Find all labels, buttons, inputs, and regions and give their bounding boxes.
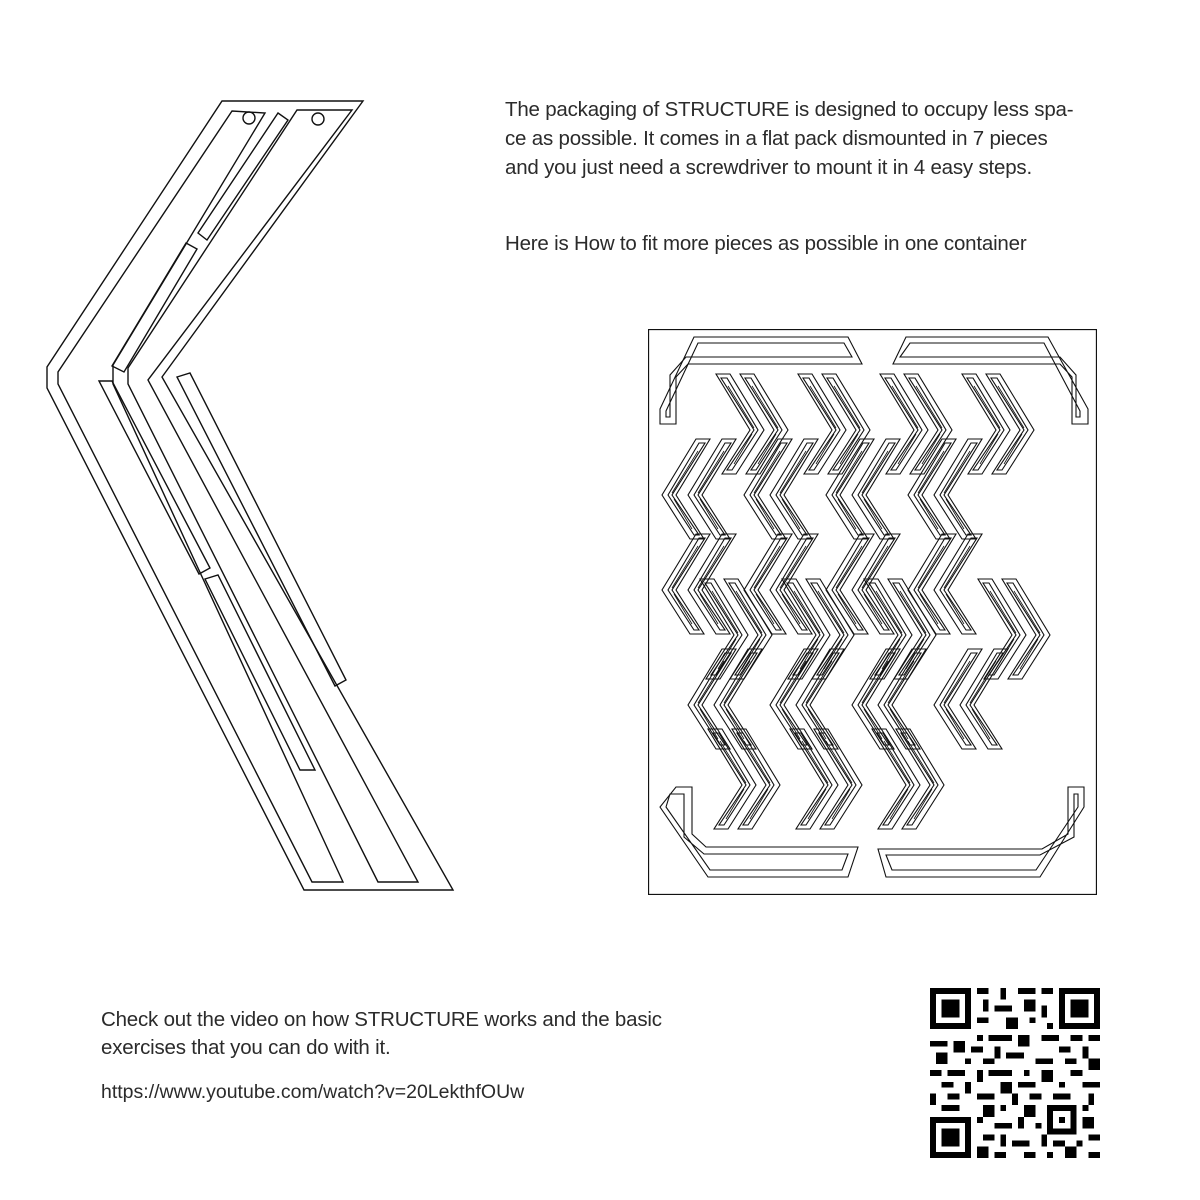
intro-paragraph (505, 95, 1105, 182)
video-link[interactable]: https://www.youtube.com/watch?v=20LekthfOUw (101, 1081, 525, 1103)
intro-line-1: The packaging of STRUCTURE is designed to occupy less spa- (505, 98, 1074, 121)
video-description (101, 1006, 741, 1062)
container-layout-drawing (648, 329, 1097, 895)
intro-line-3: and you just need a screwdriver to mount it in 4 easy steps. (505, 156, 1032, 179)
intro-line-2: ce as possible. It comes in a flat pack dismounted in 7 pieces (505, 127, 1048, 150)
fit-note: Here is How to fit more pieces as possible in one container (505, 232, 1027, 255)
qr-code-icon[interactable] (930, 988, 1100, 1158)
video-line-1: Check out the video on how STRUCTURE works and the basic (101, 1008, 662, 1031)
video-line-2: exercises that you can do with it. (101, 1036, 391, 1059)
